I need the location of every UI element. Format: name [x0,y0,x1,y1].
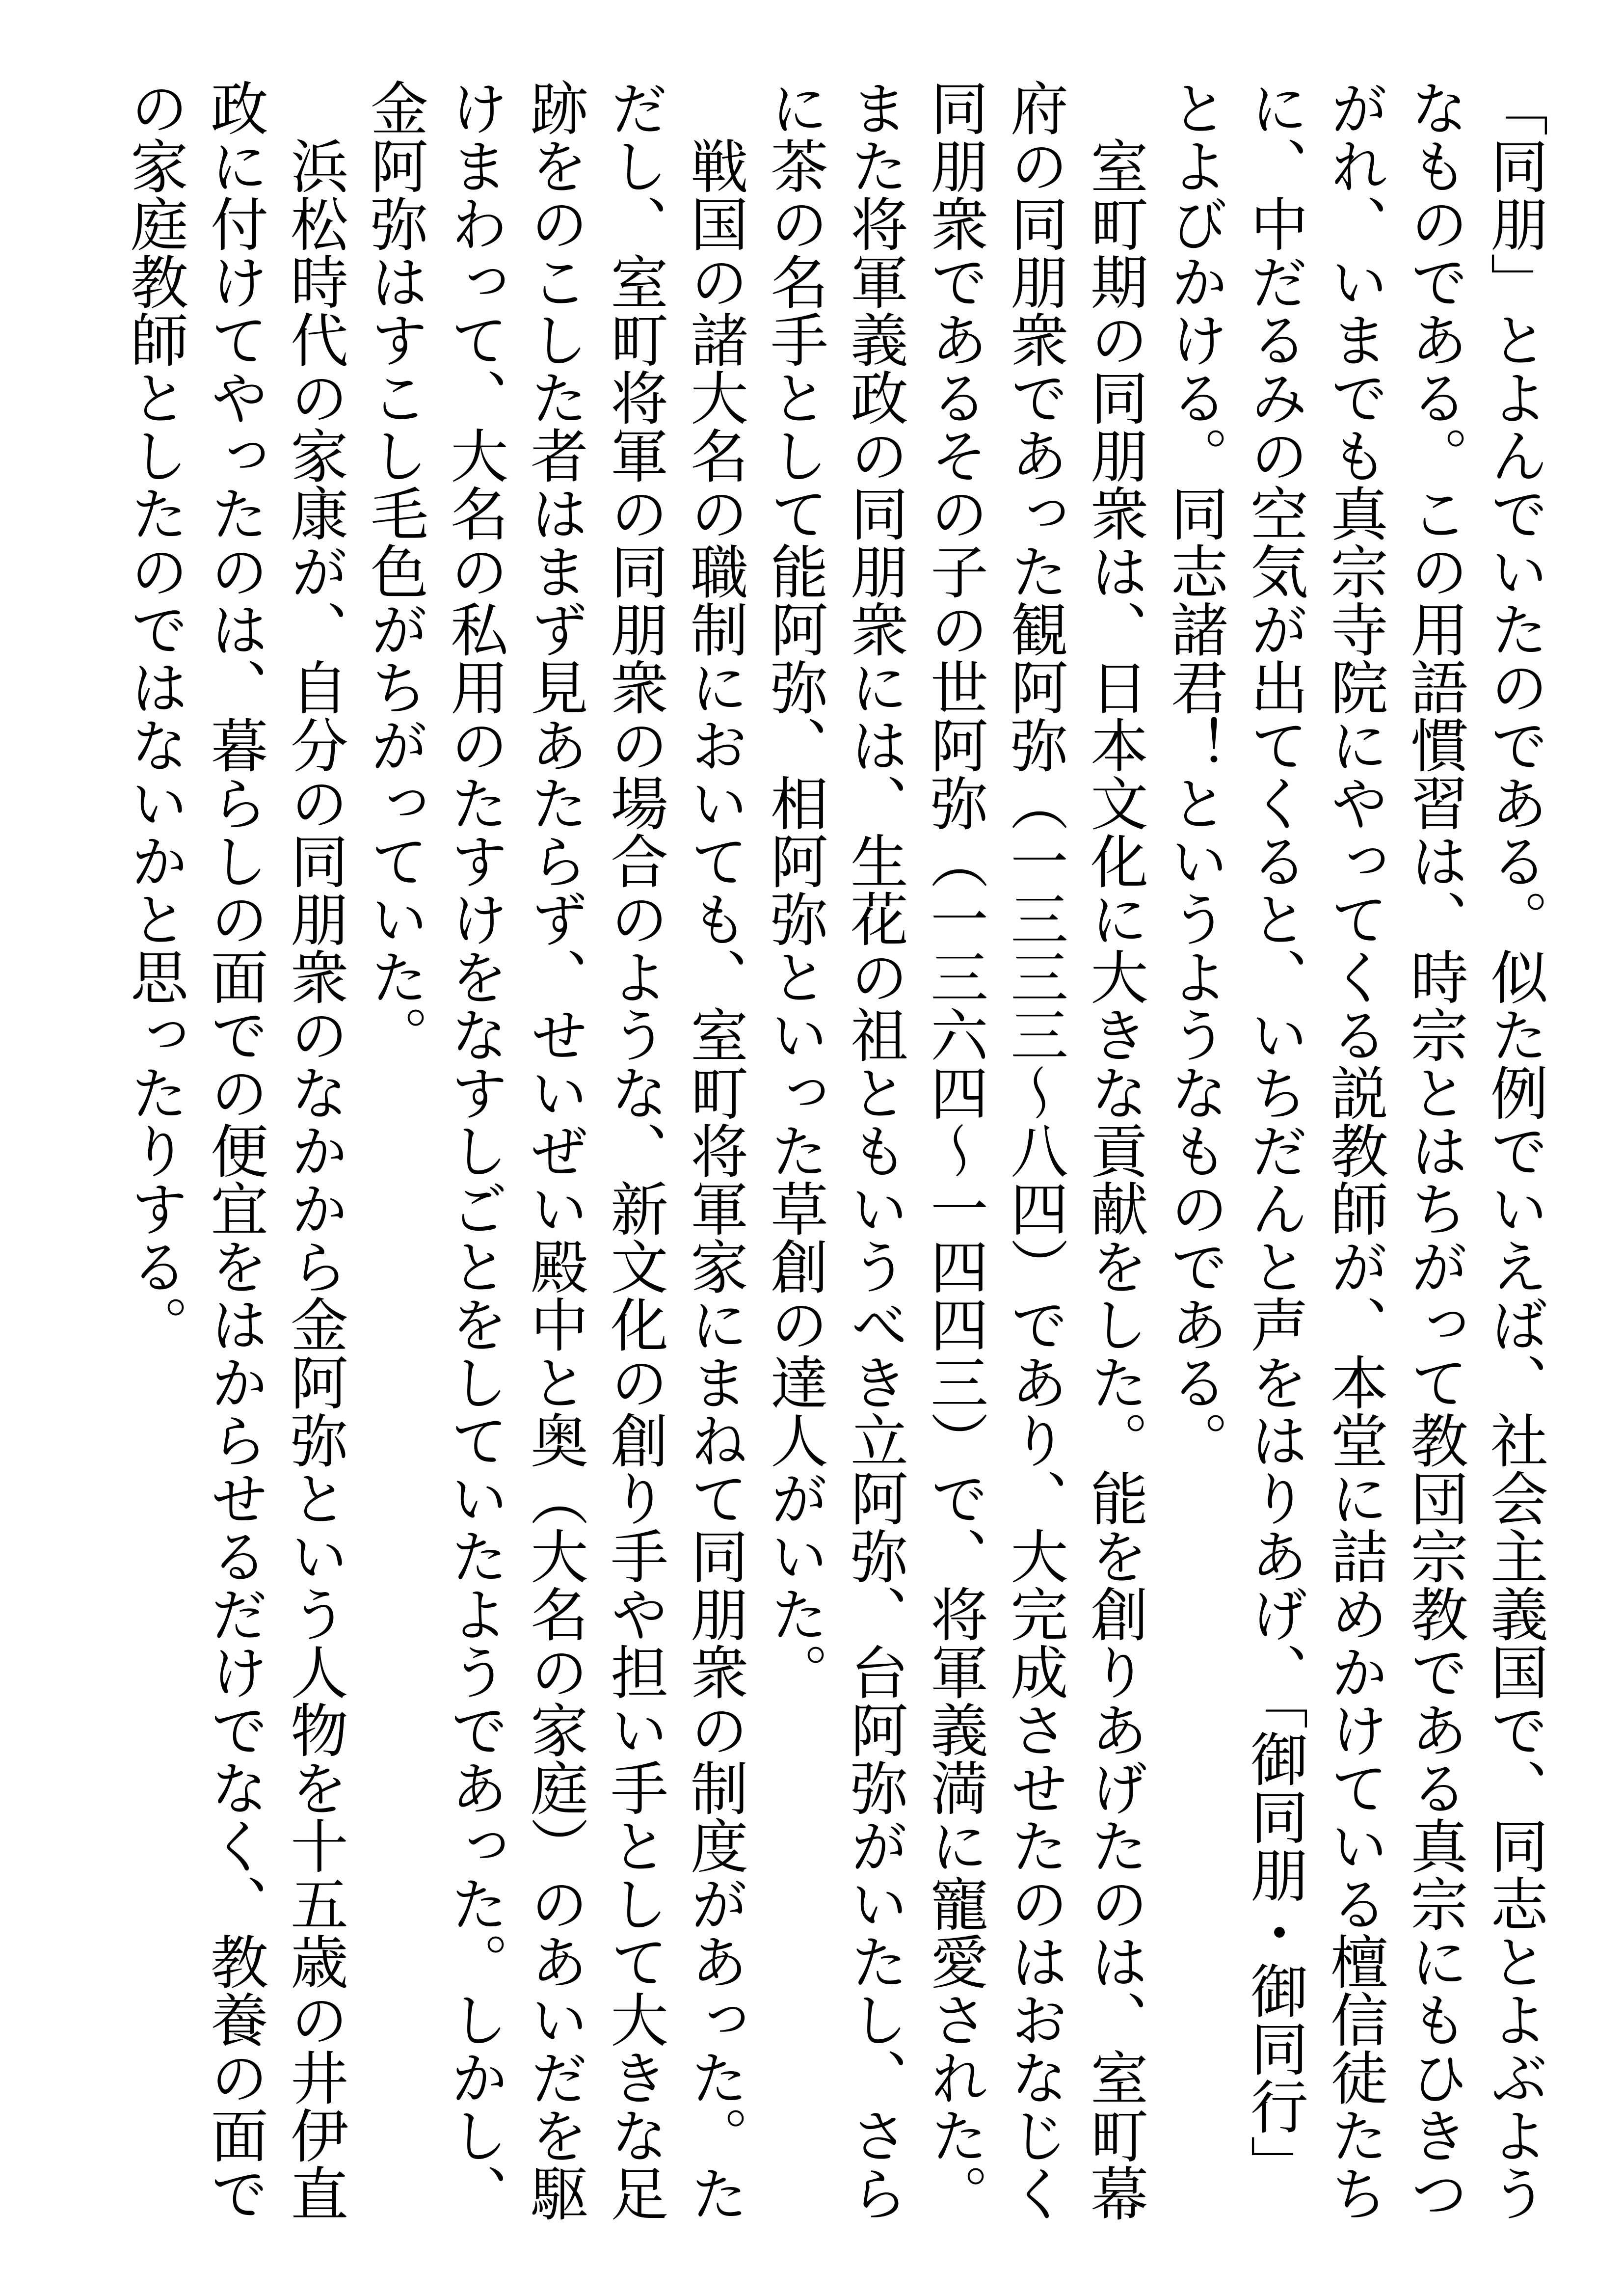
paragraph-doubou-term: 「同朋」とよんでいたのである。似た例でいえば、社会主義国で、同志とよぶようなものである。この用語慣習は、時宗とはちがって教団宗教である真宗にもひきつがれ、いまでも真宗寺院にやってくる説教師が、本堂に詰めかけている檀信徒たちに、中だるみの空気が出てくると、いちだんと声をはりあげ、「御同朋・御同行」とよびかける。同志諸君！というようなものである。 [1161,79,1548,2222]
vertical-text-body [62,79,1554,2229]
paragraph-sengoku-daimyo: 戦国の諸大名の職制においても、室町将軍家にまねて同朋衆の制度があった。ただし、室町将軍の同朋衆の場合のような、新文化の創り手や担い手として大きな足跡をのこした者はまず見あたらず、せいぜい殿中と奥（大名の家庭）のあいだを駆けまわって、大名の私用のたすけをなすしごとをしていたようであった。しかし、金阿弥はすこし毛色がちがっていた。 [361,79,748,2222]
paragraph-muromachi-doubou: 室町期の同朋衆は、日本文化に大きな貢献をした。能を創りあげたのは、室町幕府の同朋衆であった観阿弥（一三三三〜八四）であり、大完成させたのはおなじく同朋衆であるその子の世阿弥（一三六四〜一四四三）で、将軍義満に寵愛された。また将軍義政の同朋衆には、生花の祖ともいうべき立阿弥、台阿弥がいたし、さらに茶の名手として能阿弥、相阿弥といった草創の達人がいた。 [761,79,1148,2222]
paragraph-ieyasu-kinami: 浜松時代の家康が、自分の同朋衆のなかから金阿弥という人物を十五歳の井伊直政に付けてやったのは、暮らしの面での便宜をはからせるだけでなく、教養の面での家庭教師としたのではないかと思ったりする。 [121,79,348,2222]
